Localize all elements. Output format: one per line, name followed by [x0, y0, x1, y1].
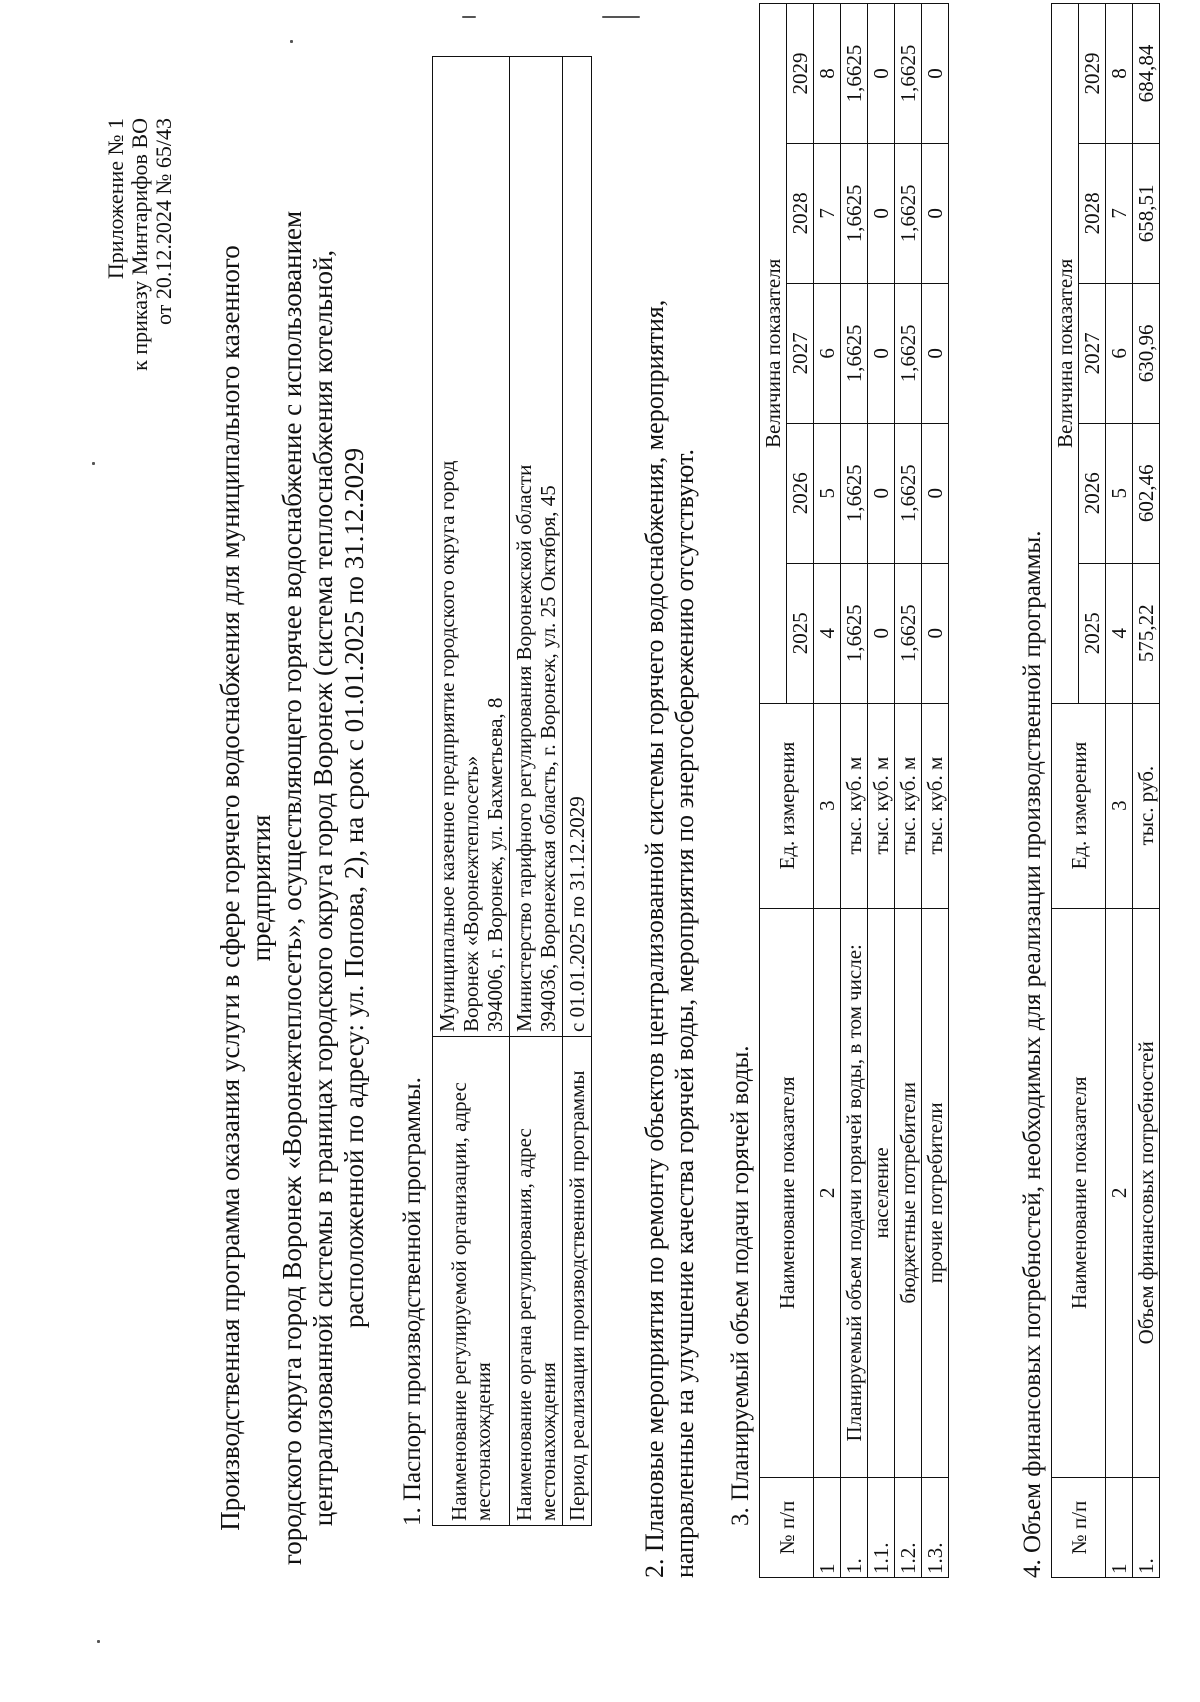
col-header-num: № п/п [760, 1478, 814, 1578]
passport-label: Наименование регулируемой организации, адрес местонахождения [433, 1037, 510, 1526]
index-cell: 6 [1106, 283, 1133, 423]
passport-value [510, 57, 563, 1037]
index-cell: 8 [814, 4, 841, 144]
row-value: 1,6625 [841, 4, 868, 144]
row-num: 1.1. [868, 1478, 895, 1578]
row-value: 0 [868, 4, 895, 144]
row-num: 1.3. [922, 1478, 949, 1578]
row-value: 1,6625 [841, 423, 868, 563]
row-num: 1.2. [895, 1478, 922, 1578]
section4-heading: 4. Объем финансовых потребностей, необходимых для реализации производственной программы. [1019, 530, 1046, 1578]
index-cell: 6 [814, 283, 841, 423]
row-value: 602,46 [1133, 423, 1160, 563]
table-row [895, 4, 922, 1578]
row-num: 1. [841, 1478, 868, 1578]
index-cell: 1 [1106, 1478, 1133, 1578]
passport-label: Период реализации производственной программы [563, 1037, 592, 1526]
index-cell: 5 [814, 423, 841, 563]
col-header-name: Наименование показателя [1052, 908, 1106, 1478]
index-cell: 2 [814, 908, 841, 1478]
row-value: 0 [922, 283, 949, 423]
index-cell: 7 [1106, 143, 1133, 283]
row-value: 0 [868, 423, 895, 563]
row-value: 0 [868, 283, 895, 423]
row-value: 0 [922, 423, 949, 563]
value-line: Муниципальное казенное предприятие городского округа город [435, 460, 459, 1032]
section1-heading: 1. Паспорт производственной программы. [399, 1077, 426, 1526]
passport-value [563, 57, 592, 1037]
row-value: 1,6625 [895, 423, 922, 563]
table-row [841, 4, 868, 1578]
index-cell: 1 [814, 1478, 841, 1578]
row-value: 630,96 [1133, 283, 1160, 423]
row-name: Объем финансовых потребностей [1133, 908, 1160, 1478]
appendix-block [104, 118, 176, 371]
title-line: городского округа город Воронеж «Воронежтеплосеть», осуществляющего горячее водоснабжение с использованием [277, 210, 307, 1566]
row-value: 1,6625 [895, 4, 922, 144]
row-unit: тыс. куб. м [922, 703, 949, 908]
title-line: централизованной системы в границах городского округа город Воронеж (система теплоснабжения котельной, [308, 249, 338, 1527]
col-header-unit: Ед. измерения [1052, 703, 1106, 908]
table-row [433, 57, 510, 1526]
table-row [922, 4, 949, 1578]
row-value: 0 [922, 4, 949, 144]
year-header: 2027 [1079, 283, 1106, 423]
row-num: 1. [1133, 1478, 1160, 1578]
index-cell: 7 [814, 143, 841, 283]
title-line: расположенной по адресу: ул. Попова, 2), на срок с 01.01.2025 по 31.12.2029 [339, 447, 369, 1329]
value-line: 394006, г. Воронеж, ул. Бахметьева, 8 [483, 697, 507, 1032]
row-value: 575,22 [1133, 563, 1160, 703]
title-line: Производственная программа оказания услуги в сфере горячего водоснабжения для муниципального казенного предприятия [215, 245, 276, 1531]
col-header-value: Величина показателя [760, 4, 787, 704]
row-value: 0 [868, 143, 895, 283]
row-name: население [868, 908, 895, 1478]
row-value: 1,6625 [895, 143, 922, 283]
row-value: 1,6625 [895, 283, 922, 423]
section3-heading: 3. Планируемый объем подачи горячей воды. [727, 1045, 754, 1526]
row-name: Планируемый объем подачи горячей воды, в том числе: [841, 908, 868, 1478]
index-cell: 5 [1106, 423, 1133, 563]
year-header: 2027 [787, 283, 814, 423]
col-header-num: № п/п [1052, 1478, 1106, 1578]
value-line: Министерство тарифного регулирования Воронежской области [512, 464, 536, 1032]
table-row [868, 4, 895, 1578]
value-line: Воронеж «Воронежтеплосеть» [459, 755, 483, 1032]
table-row [1133, 4, 1160, 1578]
appendix-line: Приложение № 1 [103, 118, 128, 280]
index-cell: 3 [1106, 703, 1133, 908]
hot-water-volume-table [759, 3, 949, 1578]
year-header: 2029 [787, 4, 814, 144]
section2-line: направленные на улучшение качества горячей воды, мероприятия по энергосбережению отсутствуют. [670, 448, 699, 1578]
passport-table [432, 56, 592, 1526]
value-line: 394036, Воронежская область, г. Воронеж, ул. 25 Октября, 45 [536, 485, 560, 1032]
row-unit: тыс. куб. м [895, 703, 922, 908]
table-row [563, 57, 592, 1526]
index-row [1106, 4, 1133, 1578]
col-header-value: Величина показателя [1052, 4, 1079, 704]
document-title [215, 198, 370, 1578]
index-cell: 4 [814, 563, 841, 703]
row-name: бюджетные потребители [895, 908, 922, 1478]
financial-needs-table [1051, 3, 1160, 1578]
passport-value [433, 57, 510, 1037]
table-header-row [760, 4, 787, 1578]
row-unit: тыс. руб. [1133, 703, 1160, 908]
row-value: 1,6625 [895, 563, 922, 703]
year-header: 2029 [1079, 4, 1106, 144]
row-value: 684,84 [1133, 4, 1160, 144]
index-cell: 8 [1106, 4, 1133, 144]
index-row [814, 4, 841, 1578]
year-header: 2026 [787, 423, 814, 563]
value-line: с 01.01.2025 по 31.12.2029 [565, 796, 589, 1032]
row-value: 0 [922, 143, 949, 283]
index-cell: 2 [1106, 908, 1133, 1478]
row-value: 0 [868, 563, 895, 703]
row-value: 1,6625 [841, 563, 868, 703]
section2-text [640, 18, 700, 1578]
row-value: 1,6625 [841, 283, 868, 423]
year-header: 2028 [1079, 143, 1106, 283]
row-value: 1,6625 [841, 143, 868, 283]
table-header-row [1052, 4, 1079, 1578]
row-value: 658,51 [1133, 143, 1160, 283]
appendix-line: к приказу Минтарифов ВО [127, 118, 152, 371]
row-value: 0 [922, 563, 949, 703]
table-row [510, 57, 563, 1526]
index-cell: 4 [1106, 563, 1133, 703]
year-header: 2028 [787, 143, 814, 283]
appendix-line: от 20.12.2024 № 65/43 [151, 118, 176, 325]
row-unit: тыс. куб. м [868, 703, 895, 908]
row-unit: тыс. куб. м [841, 703, 868, 908]
col-header-name: Наименование показателя [760, 908, 814, 1478]
passport-label: Наименование органа регулирования, адрес местонахождения [510, 1037, 563, 1526]
row-name: прочие потребители [922, 908, 949, 1478]
index-cell: 3 [814, 703, 841, 908]
year-header: 2026 [1079, 423, 1106, 563]
col-header-unit: Ед. измерения [760, 703, 814, 908]
section2-line: 2. Плановые мероприятия по ремонту объектов централизованной системы горячего водоснабжения, мероприятия, [640, 299, 669, 1578]
year-header: 2025 [1079, 563, 1106, 703]
year-header: 2025 [787, 563, 814, 703]
